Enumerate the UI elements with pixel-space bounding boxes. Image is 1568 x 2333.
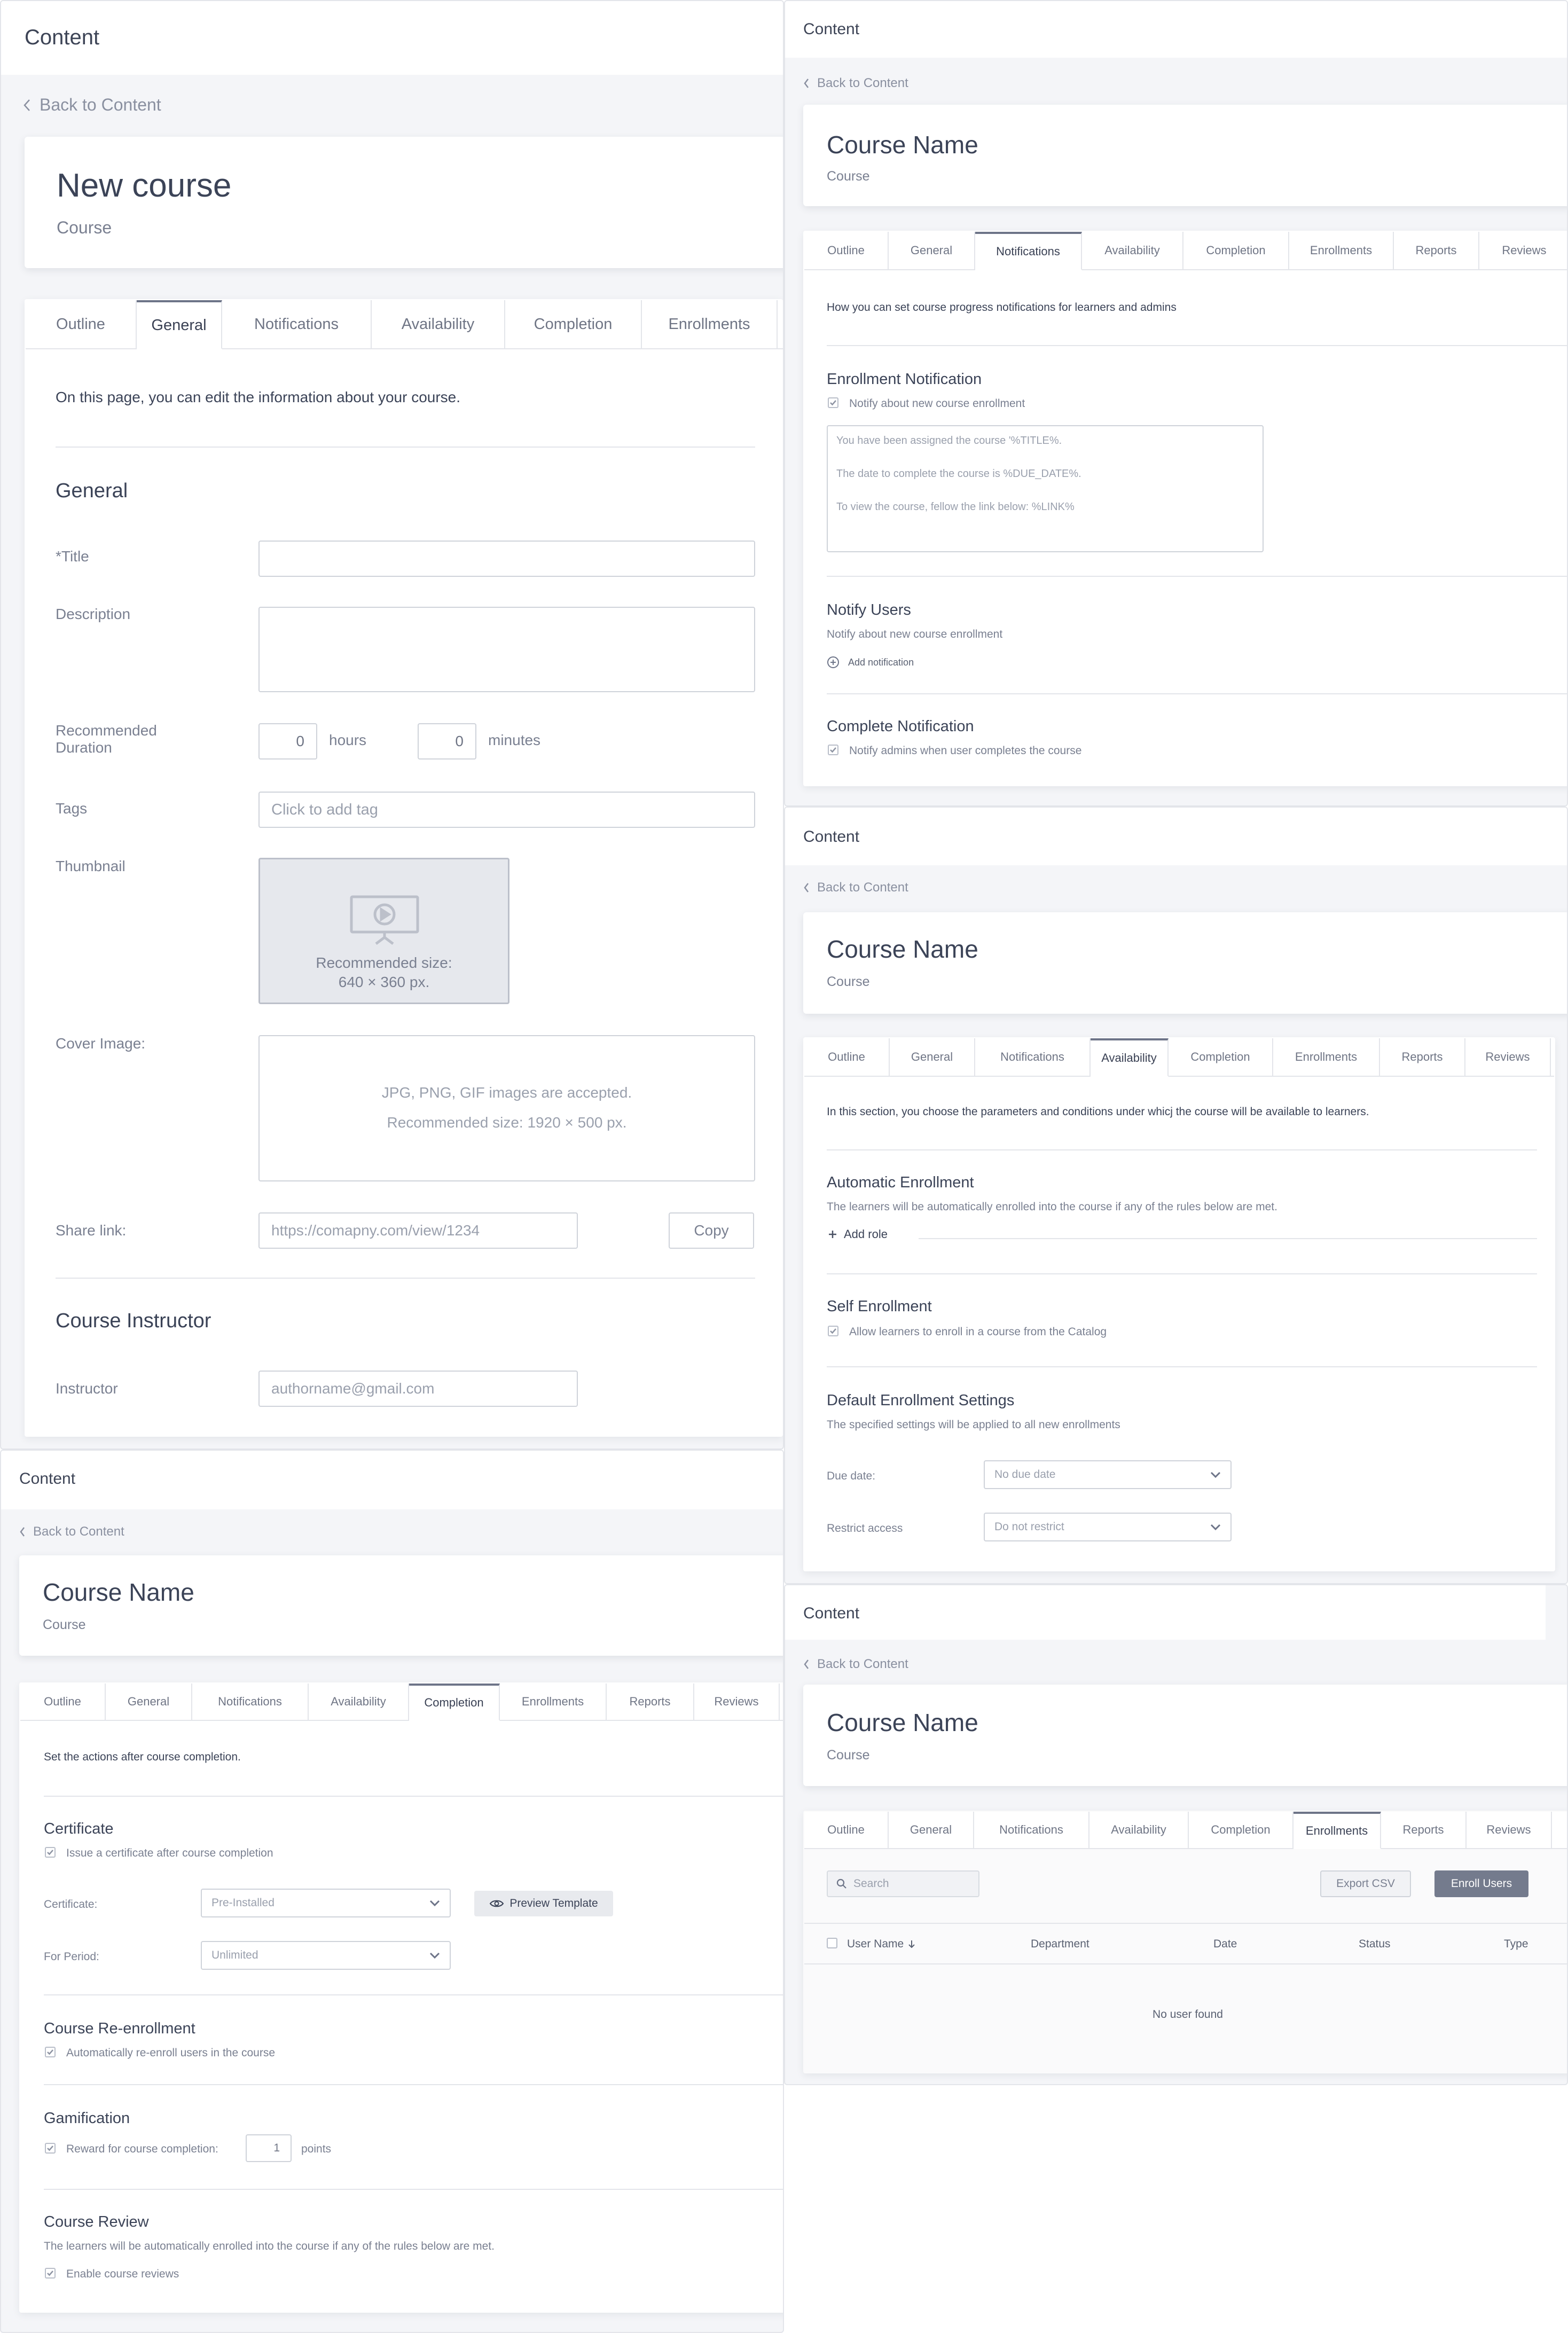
section-title-complete: Complete Notification bbox=[827, 718, 974, 735]
tab-general[interactable]: General bbox=[889, 232, 975, 269]
add-role-button[interactable] bbox=[828, 1227, 888, 1241]
hours-value: 0 bbox=[296, 733, 304, 749]
export-csv-button[interactable] bbox=[1320, 1870, 1411, 1897]
completion-panel bbox=[0, 1450, 784, 2333]
tab-enrollments[interactable]: Enrollments bbox=[642, 300, 778, 348]
back-label: Back to Content bbox=[817, 76, 908, 90]
gamification-label: Reward for course completion: bbox=[66, 2143, 218, 2155]
notifications-panel bbox=[784, 0, 1568, 807]
divider bbox=[44, 2084, 784, 2085]
page-subtitle: Course bbox=[827, 169, 870, 184]
default-desc: The specified settings will be applied to all new enrollments bbox=[827, 1419, 1120, 1431]
tab-reports[interactable]: Reports bbox=[607, 1684, 694, 1720]
tab-reviews[interactable]: Reviews bbox=[1467, 1812, 1552, 1848]
check-icon bbox=[46, 2049, 54, 2055]
tab-enrollments[interactable]: Enrollments bbox=[1293, 1812, 1381, 1849]
due-label: Due date: bbox=[827, 1470, 876, 1482]
column-header-status[interactable]: Status bbox=[1359, 1938, 1391, 1950]
page-title: New course bbox=[57, 167, 232, 204]
chevron-down-icon bbox=[429, 1952, 440, 1959]
divider bbox=[827, 1273, 1537, 1274]
title-input[interactable] bbox=[258, 541, 755, 577]
course-header-card bbox=[803, 1685, 1568, 1786]
app-title: Content bbox=[803, 20, 860, 38]
section-title-notify-users: Notify Users bbox=[827, 601, 911, 619]
enrollments-body bbox=[803, 1811, 1568, 2073]
share-input[interactable] bbox=[258, 1212, 578, 1249]
plus-circle-icon bbox=[827, 656, 840, 669]
app-header bbox=[785, 1585, 1546, 1640]
complete-notify-checkbox[interactable] bbox=[828, 745, 838, 755]
back-link[interactable] bbox=[803, 880, 908, 895]
certificate-select[interactable] bbox=[201, 1889, 451, 1917]
preview-template-label: Preview Template bbox=[509, 1897, 598, 1909]
sort-down-icon bbox=[908, 1939, 915, 1949]
tab-outline[interactable]: Outline bbox=[26, 300, 137, 348]
tab-outline[interactable]: Outline bbox=[804, 1812, 889, 1848]
preview-template-button[interactable] bbox=[474, 1891, 613, 1916]
course-tabs bbox=[26, 300, 784, 349]
enroll-users-label: Enroll Users bbox=[1451, 1877, 1512, 1890]
enroll-users-button[interactable] bbox=[1434, 1870, 1528, 1897]
self-enroll-label: Allow learners to enroll in a course from the Catalog bbox=[849, 1326, 1107, 1338]
divider bbox=[56, 447, 755, 448]
notification-template[interactable] bbox=[827, 425, 1264, 552]
check-icon bbox=[829, 1328, 837, 1334]
share-value: https://comapny.com/view/1234 bbox=[271, 1222, 480, 1239]
divider bbox=[56, 1278, 755, 1279]
check-icon bbox=[46, 2270, 54, 2276]
check-icon bbox=[46, 2145, 54, 2151]
check-icon bbox=[829, 400, 837, 406]
thumbnail-hint-2: 640 × 360 px. bbox=[338, 974, 430, 990]
tab-enrollments[interactable]: Enrollments bbox=[500, 1684, 607, 1720]
description-label: Description bbox=[56, 606, 131, 622]
gamification-checkbox[interactable] bbox=[45, 2143, 56, 2154]
tags-input[interactable] bbox=[258, 792, 755, 828]
page-title: Course Name bbox=[827, 1709, 978, 1736]
eye-icon bbox=[489, 1899, 504, 1908]
certificate-checkbox-label: Issue a certificate after course completion bbox=[66, 1847, 273, 1859]
tab-notifications[interactable]: Notifications bbox=[975, 232, 1082, 270]
export-csv-label: Export CSV bbox=[1336, 1877, 1395, 1890]
add-notification-button[interactable] bbox=[827, 656, 914, 669]
instructor-input[interactable] bbox=[258, 1371, 578, 1407]
course-header-card bbox=[803, 912, 1568, 1014]
chevron-left-icon bbox=[803, 1659, 810, 1670]
review-checkbox[interactable] bbox=[45, 2268, 56, 2279]
course-tabs bbox=[804, 232, 1568, 270]
empty-state: No user found bbox=[1153, 2008, 1223, 2021]
tab-completion[interactable]: Completion bbox=[505, 300, 642, 348]
chevron-down-icon bbox=[429, 1900, 440, 1906]
tab-general[interactable]: General bbox=[106, 1684, 192, 1720]
reenroll-checkbox[interactable] bbox=[45, 2047, 56, 2057]
section-title-certificate: Certificate bbox=[44, 1820, 114, 1837]
title-label: *Title bbox=[56, 548, 89, 565]
search-icon bbox=[836, 1878, 847, 1889]
tab-general[interactable]: General bbox=[889, 1812, 974, 1848]
column-user-name-label: User Name bbox=[847, 1938, 904, 1950]
tab-reports[interactable]: Reports bbox=[1380, 1038, 1465, 1076]
column-header-date[interactable]: Date bbox=[1213, 1938, 1237, 1950]
tab-notifications[interactable]: Notifications bbox=[975, 1038, 1091, 1076]
app-title: Content bbox=[19, 1470, 76, 1488]
minutes-unit: minutes bbox=[488, 732, 541, 748]
section-title-self: Self Enrollment bbox=[827, 1298, 932, 1315]
check-icon bbox=[46, 1849, 54, 1856]
restrict-value: Do not restrict bbox=[994, 1521, 1064, 1533]
cover-hint-2: Recommended size: 1920 × 500 px. bbox=[387, 1114, 627, 1131]
cover-upload[interactable] bbox=[258, 1035, 755, 1181]
auto-desc: The learners will be automatically enrolled into the course if any of the rules below are met. bbox=[827, 1201, 1277, 1213]
section-title-auto: Automatic Enrollment bbox=[827, 1174, 974, 1191]
course-tabs bbox=[804, 1812, 1568, 1849]
tab-notifications[interactable]: Notifications bbox=[222, 300, 372, 348]
tab-reviews[interactable]: Reviews bbox=[1479, 232, 1568, 269]
chevron-left-icon bbox=[803, 882, 810, 893]
thumbnail-upload[interactable] bbox=[258, 858, 509, 1004]
self-enroll-checkbox[interactable] bbox=[828, 1326, 838, 1336]
cover-label: Cover Image: bbox=[56, 1035, 146, 1052]
restrict-label: Restrict access bbox=[827, 1522, 903, 1535]
duration-label: Recommended Duration bbox=[56, 722, 157, 756]
back-link[interactable] bbox=[19, 1524, 124, 1539]
intro-text: In this section, you choose the parameters and conditions under whicj the course will be available to learners. bbox=[827, 1106, 1369, 1118]
reenroll-label: Automatically re-enroll users in the course bbox=[66, 2047, 276, 2059]
period-label: For Period: bbox=[44, 1951, 99, 1963]
chevron-left-icon bbox=[803, 78, 810, 89]
add-notification-label: Add notification bbox=[848, 656, 914, 668]
thumbnail-hint-1: Recommended size: bbox=[316, 954, 452, 971]
intro-text: On this page, you can edit the information about your course. bbox=[56, 389, 461, 405]
divider bbox=[827, 345, 1568, 346]
presentation-icon bbox=[349, 895, 420, 946]
section-title-review: Course Review bbox=[44, 2213, 149, 2230]
tab-notifications[interactable]: Notifications bbox=[192, 1684, 309, 1720]
certificate-value: Pre-Installed bbox=[211, 1897, 275, 1909]
app-header bbox=[785, 808, 1567, 865]
page-subtitle: Course bbox=[43, 1617, 86, 1632]
review-desc: The learners will be automatically enrolled into the course if any of the rules below are met. bbox=[44, 2240, 495, 2252]
back-label: Back to Content bbox=[817, 880, 908, 895]
tab-outline[interactable]: Outline bbox=[804, 1038, 890, 1076]
intro-text: How you can set course progress notifications for learners and admins bbox=[827, 301, 1177, 314]
column-header-type[interactable]: Type bbox=[1504, 1938, 1528, 1950]
chevron-left-icon bbox=[22, 98, 32, 112]
tab-reports[interactable]: Reports bbox=[1381, 1812, 1467, 1848]
tab-availability[interactable]: Availability bbox=[1082, 232, 1183, 269]
section-title-default: Default Enrollment Settings bbox=[827, 1392, 1015, 1409]
cover-hint-1: JPG, PNG, GIF images are accepted. bbox=[381, 1084, 632, 1101]
back-label: Back to Content bbox=[33, 1524, 124, 1539]
app-header bbox=[1, 1451, 783, 1509]
certificate-label: Certificate: bbox=[44, 1898, 98, 1911]
template-line-1: You have been assigned the course '%TITLE%. bbox=[836, 435, 1062, 447]
app-header bbox=[785, 1, 1567, 58]
tab-enrollments[interactable]: Enrollments bbox=[1289, 232, 1394, 269]
tab-completion[interactable]: Completion bbox=[409, 1684, 500, 1721]
add-role-label: Add role bbox=[844, 1227, 888, 1241]
course-header-card bbox=[25, 137, 784, 268]
copy-button[interactable] bbox=[669, 1212, 754, 1249]
enroll-notify-checkbox[interactable] bbox=[828, 397, 838, 408]
app-title: Content bbox=[25, 26, 100, 49]
section-title-general: General bbox=[56, 480, 128, 502]
tab-outline[interactable]: Outline bbox=[20, 1684, 106, 1720]
divider bbox=[827, 693, 1568, 694]
section-title-instructor: Course Instructor bbox=[56, 1310, 211, 1332]
tab-completion[interactable]: Completion bbox=[1189, 1812, 1293, 1848]
page-subtitle: Course bbox=[827, 1748, 870, 1763]
tab-general[interactable]: General bbox=[137, 300, 222, 349]
description-textarea[interactable] bbox=[258, 607, 755, 692]
tab-reviews[interactable]: Reviews bbox=[1465, 1038, 1551, 1076]
availability-panel bbox=[784, 807, 1568, 1584]
tab-availability[interactable]: Availability bbox=[1091, 1038, 1169, 1077]
share-label: Share link: bbox=[56, 1222, 127, 1239]
complete-notify-label: Notify admins when user completes the course bbox=[849, 745, 1082, 757]
tags-label: Tags bbox=[56, 800, 88, 817]
enroll-notify-label: Notify about new course enrollment bbox=[849, 397, 1025, 410]
app-title: Content bbox=[803, 1604, 860, 1622]
check-icon bbox=[829, 747, 837, 753]
back-link[interactable] bbox=[22, 95, 161, 115]
page-subtitle: Course bbox=[57, 218, 112, 237]
restrict-select[interactable] bbox=[984, 1513, 1232, 1541]
tab-general[interactable]: General bbox=[890, 1038, 975, 1076]
notify-users-desc: Notify about new course enrollment bbox=[827, 628, 1003, 640]
select-all-checkbox[interactable] bbox=[827, 1938, 837, 1948]
course-tabs bbox=[804, 1038, 1554, 1077]
certificate-checkbox[interactable] bbox=[45, 1847, 56, 1858]
points-value: 1 bbox=[273, 2142, 280, 2154]
review-checkbox-label: Enable course reviews bbox=[66, 2268, 179, 2280]
intro-text: Set the actions after course completion. bbox=[44, 1751, 241, 1763]
hours-input[interactable] bbox=[258, 723, 317, 760]
divider bbox=[827, 1149, 1537, 1150]
due-value: No due date bbox=[994, 1468, 1056, 1481]
period-select[interactable] bbox=[201, 1941, 451, 1970]
section-title-reenroll: Course Re-enrollment bbox=[44, 2020, 195, 2037]
section-title-gamification: Gamification bbox=[44, 2110, 130, 2127]
tab-availability[interactable]: Availability bbox=[1089, 1812, 1189, 1848]
tab-notifications[interactable]: Notifications bbox=[974, 1812, 1089, 1848]
instructor-label: Instructor bbox=[56, 1380, 118, 1397]
minutes-input[interactable] bbox=[418, 723, 476, 760]
tab-enrollments[interactable]: Enrollments bbox=[1273, 1038, 1380, 1076]
tab-availability[interactable]: Availability bbox=[309, 1684, 409, 1720]
back-link[interactable] bbox=[803, 76, 908, 91]
back-link[interactable] bbox=[803, 1657, 908, 1672]
tab-reviews[interactable]: Reviews bbox=[694, 1684, 780, 1720]
chevron-down-icon bbox=[1210, 1524, 1221, 1530]
points-unit: points bbox=[301, 2143, 332, 2155]
tab-completion[interactable]: Completion bbox=[1169, 1038, 1273, 1076]
period-value: Unlimited bbox=[211, 1949, 258, 1961]
hours-unit: hours bbox=[329, 732, 367, 748]
column-header-user-name[interactable] bbox=[847, 1938, 915, 1951]
divider bbox=[827, 1366, 1537, 1367]
divider bbox=[804, 1923, 1568, 1924]
divider bbox=[44, 2189, 784, 2190]
page-title: Course Name bbox=[43, 1578, 194, 1606]
points-input[interactable] bbox=[246, 2134, 292, 2162]
divider bbox=[804, 1963, 1568, 1964]
search-placeholder: Search bbox=[853, 1877, 889, 1890]
tab-completion[interactable]: Completion bbox=[1183, 232, 1289, 269]
tab-reports[interactable]: Reports bbox=[1394, 232, 1479, 269]
divider bbox=[827, 576, 1568, 577]
search-input[interactable] bbox=[827, 1870, 979, 1897]
column-header-department[interactable]: Department bbox=[1031, 1938, 1089, 1950]
general-panel bbox=[0, 0, 784, 1450]
tab-availability[interactable]: Availability bbox=[372, 300, 505, 348]
course-header-card bbox=[19, 1555, 784, 1656]
page-subtitle: Course bbox=[827, 974, 870, 989]
tab-outline[interactable]: Outline bbox=[804, 232, 889, 269]
thumbnail-label: Thumbnail bbox=[56, 858, 126, 874]
plus-icon bbox=[828, 1230, 837, 1239]
instructor-placeholder: authorname@gmail.com bbox=[271, 1380, 435, 1397]
course-tabs bbox=[20, 1684, 784, 1721]
page-title: Course Name bbox=[827, 131, 978, 159]
back-label: Back to Content bbox=[40, 95, 161, 114]
add-role-line bbox=[919, 1238, 1537, 1239]
app-header bbox=[1, 1, 783, 75]
divider bbox=[44, 1994, 784, 1995]
tags-placeholder: Click to add tag bbox=[271, 801, 378, 818]
chevron-left-icon bbox=[19, 1526, 26, 1537]
template-line-2: The date to complete the course is %DUE_DATE%. bbox=[836, 468, 1081, 480]
page-title: Course Name bbox=[827, 935, 978, 963]
enrollments-panel bbox=[784, 1584, 1568, 2085]
section-title-enrollment: Enrollment Notification bbox=[827, 371, 982, 388]
template-line-3: To view the course, fellow the link below: %LINK% bbox=[836, 501, 1075, 513]
divider bbox=[44, 1796, 784, 1797]
copy-label: Copy bbox=[694, 1222, 729, 1239]
back-label: Back to Content bbox=[817, 1657, 908, 1671]
chevron-down-icon bbox=[1210, 1471, 1221, 1478]
minutes-value: 0 bbox=[455, 733, 464, 749]
due-date-select[interactable] bbox=[984, 1460, 1232, 1489]
app-title: Content bbox=[803, 828, 860, 845]
course-header-card bbox=[803, 105, 1568, 206]
